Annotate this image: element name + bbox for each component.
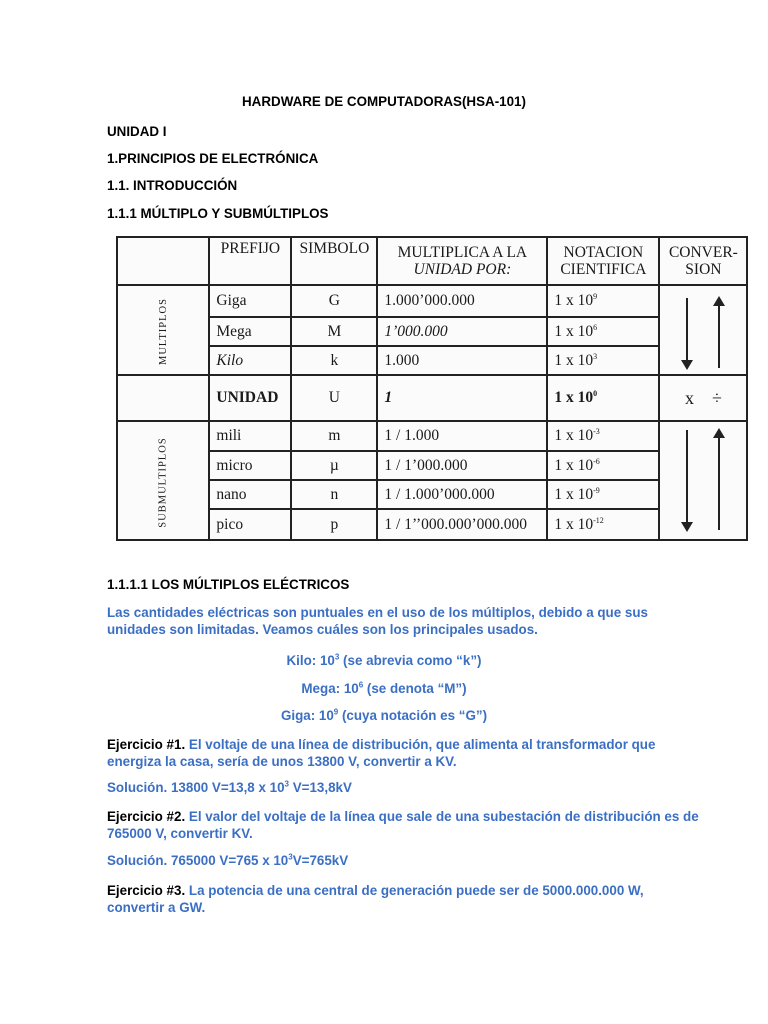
value-cell: 1’000.000 bbox=[377, 317, 547, 346]
divide-icon: ÷ bbox=[711, 387, 722, 408]
conversion-up-cell bbox=[659, 285, 747, 375]
header-blank bbox=[117, 237, 209, 285]
prefix-cell: Mega bbox=[209, 317, 291, 346]
exercise-2 bbox=[107, 808, 707, 842]
side-label-multiples: MULTIPLOS bbox=[117, 285, 209, 375]
symbol-cell: µ bbox=[291, 451, 377, 480]
notation-cell: 1 x $10^{-6}$ bbox=[547, 451, 659, 480]
header-notation-line1: NOTACION bbox=[563, 244, 644, 261]
unit-blank bbox=[117, 375, 209, 421]
notation-cell: 1 x $10^{-12}$ bbox=[547, 509, 659, 540]
prefix-cell: micro bbox=[209, 451, 291, 480]
header-notation-line2: CIENTIFICA bbox=[560, 261, 647, 278]
header-multiplies bbox=[377, 237, 547, 285]
arrow-down-icon bbox=[686, 430, 688, 530]
arrow-down-icon bbox=[686, 298, 688, 368]
symbol-cell: m bbox=[291, 421, 377, 451]
header-conversion bbox=[659, 237, 747, 285]
solution-2: Solución. 765000 V=765 x $10^3V=765kV$ bbox=[107, 852, 349, 868]
exercise-label: Ejercicio #1. bbox=[107, 737, 186, 752]
exercise-label: Ejercicio #3. bbox=[107, 883, 186, 898]
header-symbol: SIMBOLO bbox=[291, 237, 377, 285]
table-header-row bbox=[117, 237, 747, 285]
prefix-cell: mili bbox=[209, 421, 291, 451]
exercise-label: Ejercicio #2. bbox=[107, 809, 186, 824]
notation-cell: 1 x $10^9$ bbox=[547, 285, 659, 317]
notation-cell: 1 x $10^{-3}$ bbox=[547, 421, 659, 451]
header-multiplies-line1: MULTIPLICA A LA bbox=[397, 244, 528, 261]
symbol-cell: n bbox=[291, 480, 377, 509]
giga-line: Giga: $10^9$ (cuya notación es “G”) bbox=[280, 707, 488, 723]
prefix-cell: pico bbox=[209, 509, 291, 540]
header-prefix: PREFIJO bbox=[209, 237, 291, 285]
table-row bbox=[117, 421, 747, 451]
side-label-submultiples: SUBMULTIPLOS bbox=[117, 421, 209, 540]
conversion-down-cell bbox=[659, 421, 747, 540]
notation-cell: 1 x $10^3$ bbox=[547, 346, 659, 375]
symbol-cell: k bbox=[291, 346, 377, 375]
intro-paragraph: Las cantidades eléctricas son puntuales en el uso de los múltiplos, debido a que sus unidades son limitadas. Veamos cuáles son los principales usados. bbox=[107, 605, 648, 637]
notation-cell: 1 x $10^{-9}$ bbox=[547, 480, 659, 509]
arrow-up-icon bbox=[718, 430, 720, 530]
exercise-1 bbox=[107, 736, 707, 770]
table-row bbox=[117, 285, 747, 317]
value-cell: 1.000’000.000 bbox=[377, 285, 547, 317]
table-row bbox=[117, 346, 747, 375]
times-icon: x bbox=[684, 387, 694, 408]
value-cell: 1 bbox=[377, 375, 547, 421]
prefix-cell: Giga bbox=[209, 285, 291, 317]
exercise-text: El valor del voltaje de la línea que sale de una subestación de distribución es de 765000 V, convertir KV. bbox=[107, 809, 699, 841]
symbol-cell: U bbox=[291, 375, 377, 421]
header-conversion-line2: SION bbox=[685, 261, 722, 278]
header-conversion-line1: CONVER- bbox=[668, 244, 738, 261]
section-heading: 1.PRINCIPIOS DE ELECTRÓNICA bbox=[107, 151, 319, 166]
symbol-cell: G bbox=[291, 285, 377, 317]
section2-title: 1.1.1.1 LOS MÚLTIPLOS ELÉCTRICOS bbox=[107, 577, 350, 592]
exercise-text: El voltaje de una línea de distribución, que alimenta al transformador que energiza la casa, sería de unos 13800 V, convertir a KV. bbox=[107, 737, 656, 769]
notation-cell: 1 x $10^0$ bbox=[547, 375, 659, 421]
arrow-up-icon bbox=[718, 298, 720, 368]
value-cell: 1 / 1.000’000.000 bbox=[377, 480, 547, 509]
value-cell: 1.000 bbox=[377, 346, 547, 375]
value-cell: 1 / 1’000.000 bbox=[377, 451, 547, 480]
symbol-cell: M bbox=[291, 317, 377, 346]
prefix-cell: UNIDAD bbox=[209, 375, 291, 421]
symbol-cell: p bbox=[291, 509, 377, 540]
course-title: HARDWARE DE COMPUTADORAS(HSA-101) bbox=[242, 94, 526, 109]
table-row bbox=[117, 480, 747, 509]
prefix-table bbox=[116, 236, 748, 541]
exercise-3 bbox=[107, 882, 697, 916]
header-notation bbox=[547, 237, 659, 285]
header-multiplies-line2: UNIDAD POR: bbox=[413, 261, 512, 278]
mega-line: Mega: $10^6$ (se denota “M”) bbox=[301, 680, 467, 696]
table-row bbox=[117, 451, 747, 480]
unit-heading: UNIDAD I bbox=[107, 124, 167, 139]
solution-1: Solución. 13800 V=13,8 x $10^3$ V=13,8kV bbox=[107, 779, 352, 795]
notation-cell: 1 x $10^6$ bbox=[547, 317, 659, 346]
prefix-cell: nano bbox=[209, 480, 291, 509]
unit-operations bbox=[659, 375, 747, 421]
table-row-unit bbox=[117, 375, 747, 421]
subsubsection-heading: 1.1.1 MÚLTIPLO Y SUBMÚLTIPLOS bbox=[107, 206, 329, 221]
table-row bbox=[117, 317, 747, 346]
kilo-line: Kilo: $10^3$ (se abrevia como “k”) bbox=[286, 652, 482, 668]
exercise-text: La potencia de una central de generación puede ser de 5000.000.000 W, convertir a GW. bbox=[107, 883, 644, 915]
table-row bbox=[117, 509, 747, 540]
value-cell: 1 / 1.000 bbox=[377, 421, 547, 451]
subsection-heading: 1.1. INTRODUCCIÓN bbox=[107, 178, 238, 193]
prefix-cell: Kilo bbox=[209, 346, 291, 375]
value-cell: 1 / 1’’000.000’000.000 bbox=[377, 509, 547, 540]
